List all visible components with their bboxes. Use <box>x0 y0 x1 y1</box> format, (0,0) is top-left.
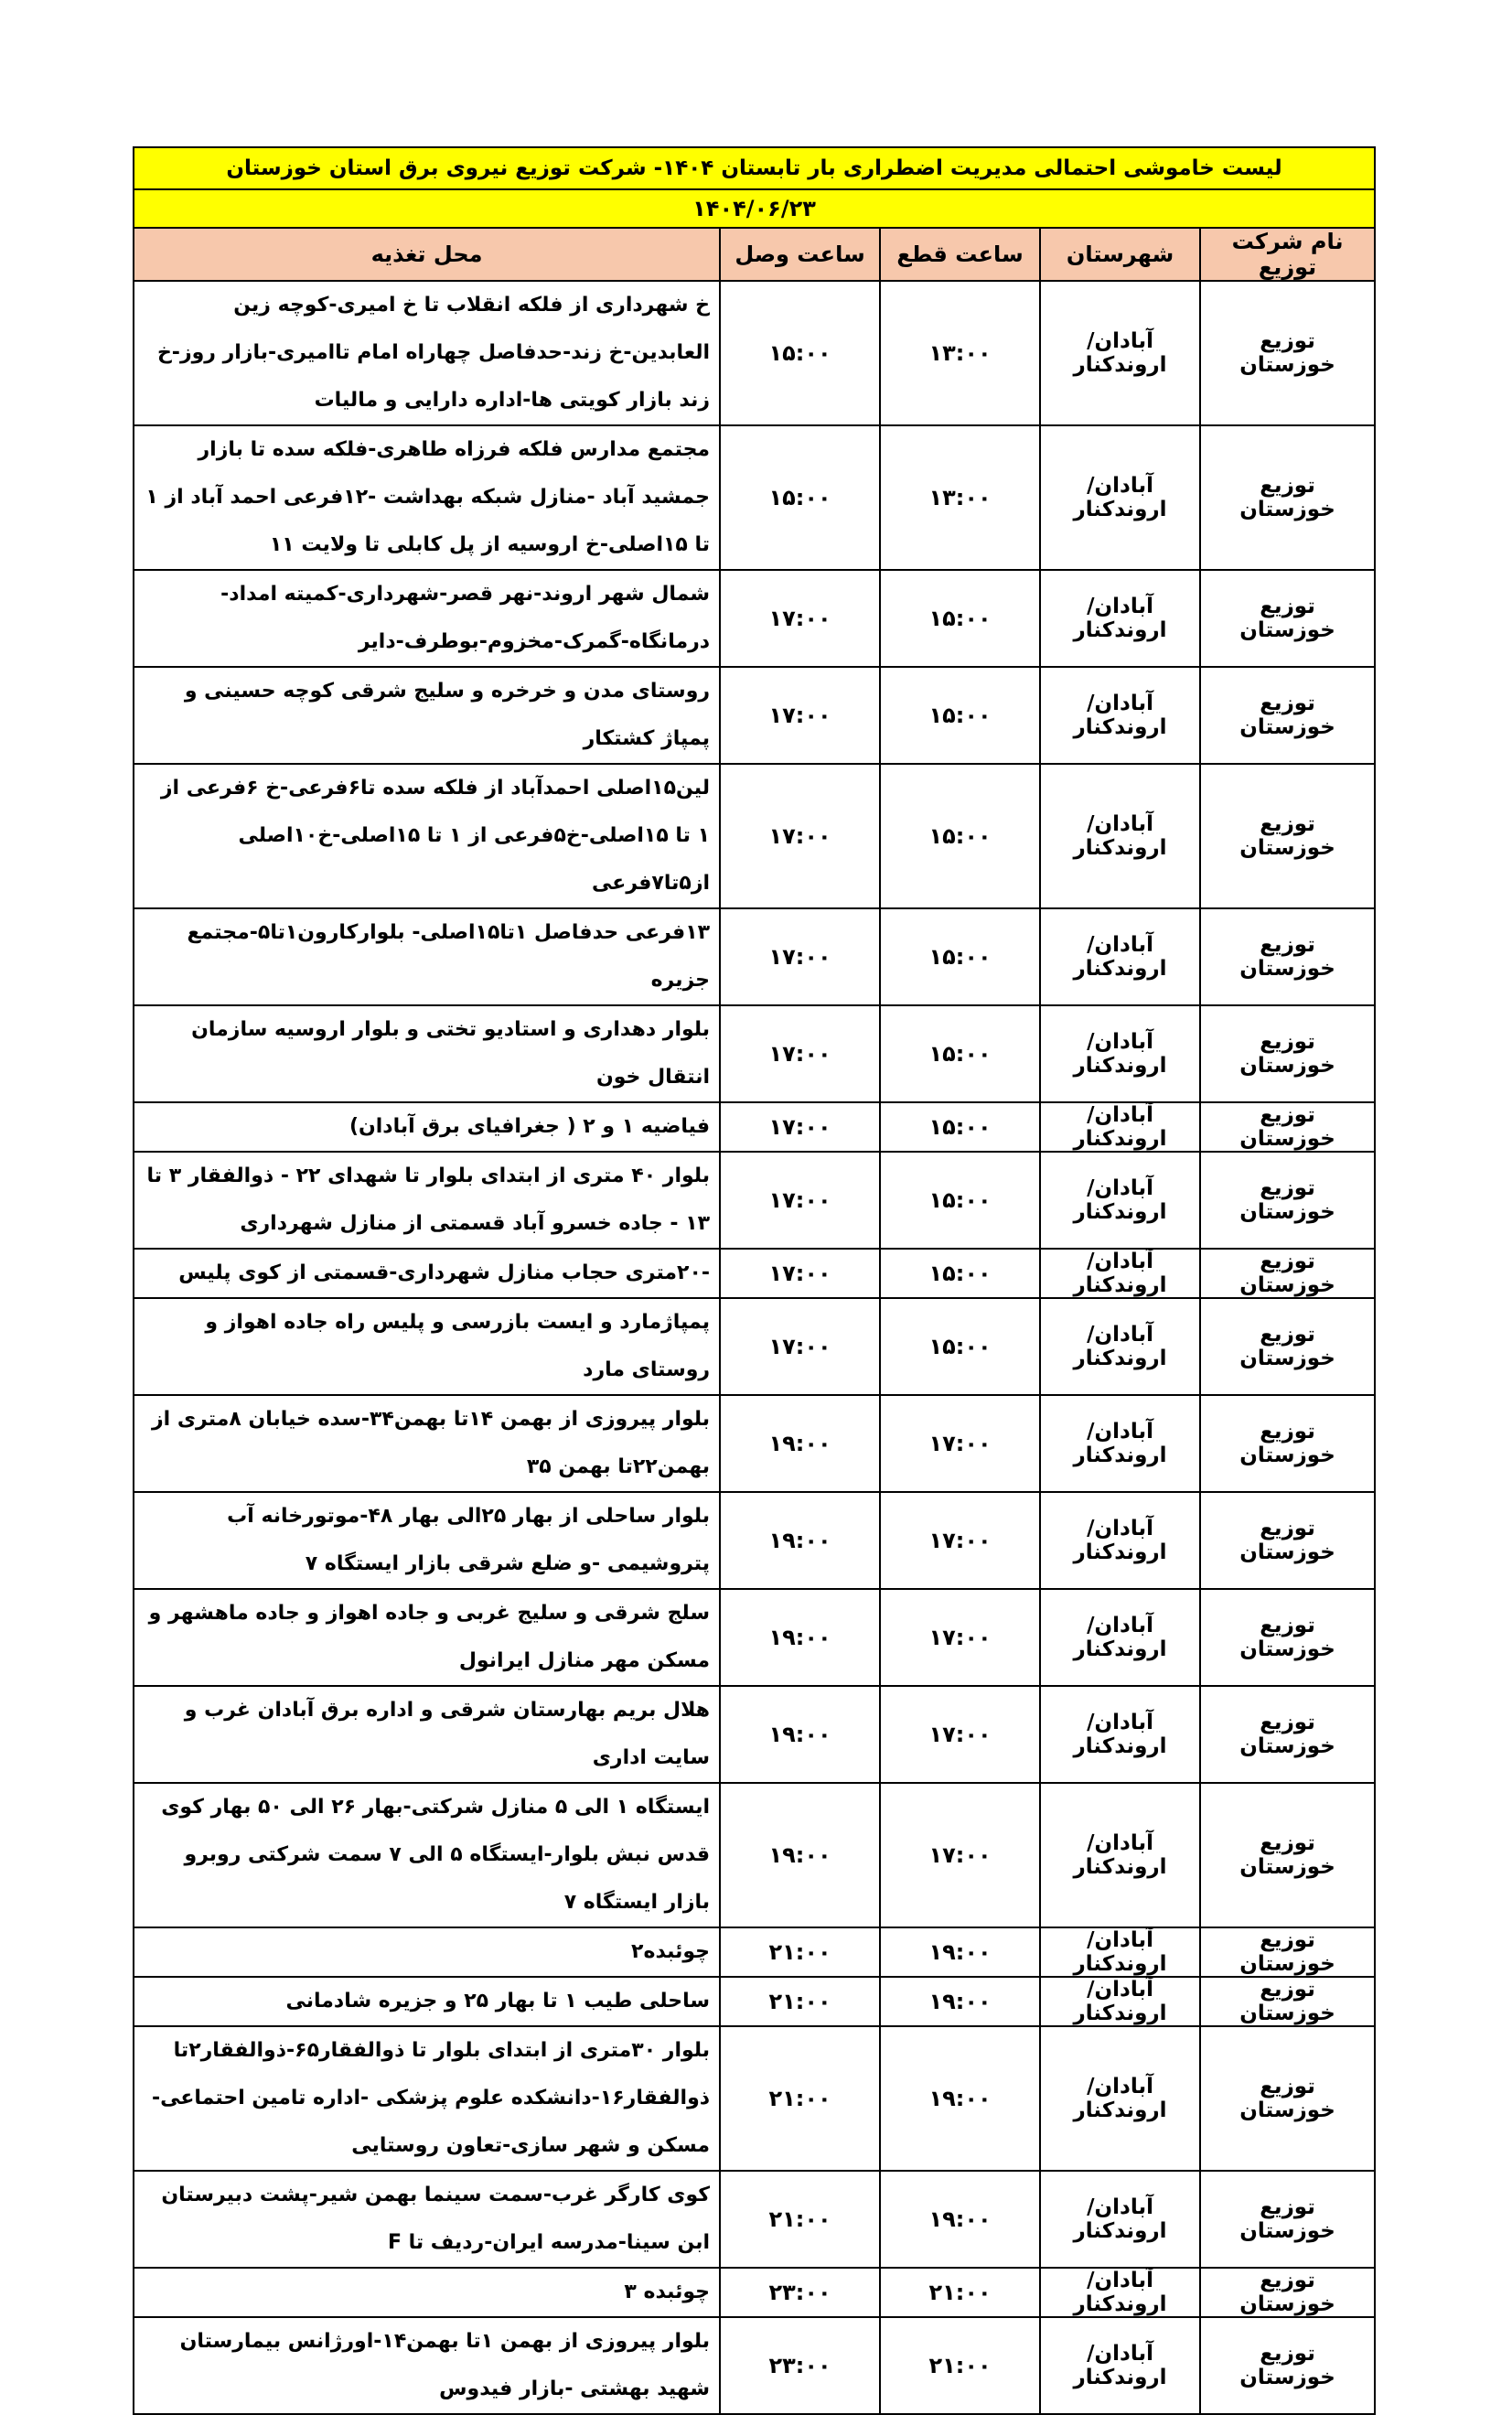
cell-cut-time: ۱۵:۰۰ <box>880 908 1040 1005</box>
table-row <box>134 1152 1375 1249</box>
table-row <box>134 908 1375 1005</box>
cell-company: توزیع خوزستان <box>1200 570 1375 667</box>
table-row <box>134 764 1375 908</box>
table-row <box>134 1005 1375 1102</box>
cell-cut-time: ۱۵:۰۰ <box>880 667 1040 764</box>
cell-company: توزیع خوزستان <box>1200 1783 1375 1927</box>
cell-connect-time: ۲۱:۰۰ <box>720 1977 880 2026</box>
cell-feeder: خ شهرداری از فلکه انقلاب تا خ امیری-کوچه زین العابدین-خ زند-حدفاصل چهاراه امام تاامیری-بازار روز-خ زند بازار کویتی ها-اداره دارایی و مالیات <box>134 281 720 425</box>
cell-cut-time: ۱۷:۰۰ <box>880 1686 1040 1783</box>
cell-cut-time: ۱۷:۰۰ <box>880 1395 1040 1492</box>
cell-feeder: پمپاژمارد و ایست بازرسی و پلیس راه جاده اهواز و روستای مارد <box>134 1298 720 1395</box>
cell-city: آبادان/اروندکنار <box>1040 1249 1200 1298</box>
table-row <box>134 2317 1375 2414</box>
cell-connect-time: ۱۷:۰۰ <box>720 1005 880 1102</box>
cell-city: آبادان/اروندکنار <box>1040 1783 1200 1927</box>
cell-company: توزیع خوزستان <box>1200 281 1375 425</box>
cell-company: توزیع خوزستان <box>1200 1152 1375 1249</box>
cell-feeder: فیاضیه ۱ و ۲ ( جغرافیای برق آبادان) <box>134 1102 720 1152</box>
cell-company: توزیع خوزستان <box>1200 1977 1375 2026</box>
cell-city: آبادان/اروندکنار <box>1040 1298 1200 1395</box>
cell-company: توزیع خوزستان <box>1200 425 1375 570</box>
cell-company: توزیع خوزستان <box>1200 2026 1375 2171</box>
cell-connect-time: ۱۷:۰۰ <box>720 1298 880 1395</box>
cell-feeder: بلوار ساحلی از بهار ۲۵الی بهار ۴۸-موتورخانه آب پتروشیمی -و ضلع شرقی بازار ایستگاه ۷ <box>134 1492 720 1589</box>
table-row <box>134 1927 1375 1977</box>
cell-cut-time: ۱۵:۰۰ <box>880 1152 1040 1249</box>
cell-city: آبادان/اروندکنار <box>1040 1686 1200 1783</box>
cell-city: آبادان/اروندکنار <box>1040 570 1200 667</box>
cell-feeder: بلوار پیروزی از بهمن ۱۴تا بهمن۳۴-سده خیابان ۸متری از بهمن۲۲تا بهمن ۳۵ <box>134 1395 720 1492</box>
cell-connect-time: ۲۱:۰۰ <box>720 1927 880 1977</box>
cell-connect-time: ۱۵:۰۰ <box>720 281 880 425</box>
cell-cut-time: ۱۳:۰۰ <box>880 281 1040 425</box>
cell-company: توزیع خوزستان <box>1200 1102 1375 1152</box>
column-header-company: نام شرکت توزیع <box>1200 228 1375 281</box>
column-header-cut-time: ساعت قطع <box>880 228 1040 281</box>
cell-cut-time: ۱۳:۰۰ <box>880 425 1040 570</box>
cell-connect-time: ۱۷:۰۰ <box>720 1249 880 1298</box>
cell-cut-time: ۲۱:۰۰ <box>880 2317 1040 2414</box>
table-row <box>134 1395 1375 1492</box>
table-row <box>134 1783 1375 1927</box>
cell-company: توزیع خوزستان <box>1200 2171 1375 2268</box>
cell-feeder: شمال شهر اروند-نهر قصر-شهرداری-کمیته امداد-درمانگاه-گمرک-مخزوم-بوطرف-دایر <box>134 570 720 667</box>
cell-cut-time: ۱۷:۰۰ <box>880 1589 1040 1686</box>
cell-cut-time: ۱۵:۰۰ <box>880 1249 1040 1298</box>
cell-company: توزیع خوزستان <box>1200 764 1375 908</box>
cell-cut-time: ۱۹:۰۰ <box>880 1927 1040 1977</box>
title-row <box>134 147 1375 189</box>
cell-feeder: بلوار ۳۰متری از ابتدای بلوار تا ذوالفقار۶۵-ذوالفقار۲تا ذوالفقار۱۶-دانشکده علوم پزشکی -اداره تامین احتماعی-مسکن و شهر سازی-تعاون روستایی <box>134 2026 720 2171</box>
cell-company: توزیع خوزستان <box>1200 2268 1375 2317</box>
cell-company: توزیع خوزستان <box>1200 1005 1375 1102</box>
table-row <box>134 1102 1375 1152</box>
cell-city: آبادان/اروندکنار <box>1040 1977 1200 2026</box>
cell-company: توزیع خوزستان <box>1200 1492 1375 1589</box>
cell-cut-time: ۱۹:۰۰ <box>880 2026 1040 2171</box>
table-row <box>134 1249 1375 1298</box>
cell-feeder: ساحلی طیب ۱ تا بهار ۲۵ و جزیره شادمانی <box>134 1977 720 2026</box>
cell-city: آبادان/اروندکنار <box>1040 667 1200 764</box>
date-row <box>134 189 1375 228</box>
cell-connect-time: ۲۱:۰۰ <box>720 2026 880 2171</box>
cell-feeder: سلج شرقی و سلیج غربی و جاده اهواز و جاده ماهشهر و مسکن مهر منازل ایرانول <box>134 1589 720 1686</box>
cell-connect-time: ۱۹:۰۰ <box>720 1686 880 1783</box>
cell-cut-time: ۱۹:۰۰ <box>880 2171 1040 2268</box>
cell-company: توزیع خوزستان <box>1200 1249 1375 1298</box>
cell-cut-time: ۱۷:۰۰ <box>880 1783 1040 1927</box>
cell-connect-time: ۲۳:۰۰ <box>720 2268 880 2317</box>
cell-city: آبادان/اروندکنار <box>1040 1927 1200 1977</box>
table-row <box>134 1589 1375 1686</box>
cell-feeder: بلوار ۴۰ متری از ابتدای بلوار تا شهدای ۲۲ - ذوالفقار ۳ تا ۱۳ - جاده خسرو آباد قسمتی از منازل شهرداری <box>134 1152 720 1249</box>
cell-connect-time: ۱۷:۰۰ <box>720 1152 880 1249</box>
cell-company: توزیع خوزستان <box>1200 2317 1375 2414</box>
cell-city: آبادان/اروندکنار <box>1040 1492 1200 1589</box>
column-header-city: شهرستان <box>1040 228 1200 281</box>
cell-city: آبادان/اروندکنار <box>1040 281 1200 425</box>
cell-city: آبادان/اروندکنار <box>1040 2268 1200 2317</box>
cell-feeder: ایستگاه ۱ الی ۵ منازل شرکتی-بهار ۲۶ الی ۵۰ بهار کوی قدس نبش بلوار-ایستگاه ۵ الی ۷ سمت شرکتی روبرو بازار ایستگاه ۷ <box>134 1783 720 1927</box>
cell-city: آبادان/اروندکنار <box>1040 425 1200 570</box>
cell-company: توزیع خوزستان <box>1200 1298 1375 1395</box>
table-row <box>134 570 1375 667</box>
cell-feeder: هلال بریم بهارستان شرقی و اداره برق آبادان غرب و سایت اداری <box>134 1686 720 1783</box>
column-header-connect-time: ساعت وصل <box>720 228 880 281</box>
table-row <box>134 281 1375 425</box>
cell-cut-time: ۱۹:۰۰ <box>880 1977 1040 2026</box>
cell-connect-time: ۲۱:۰۰ <box>720 2171 880 2268</box>
cell-city: آبادان/اروندکنار <box>1040 1395 1200 1492</box>
cell-company: توزیع خوزستان <box>1200 1686 1375 1783</box>
cell-connect-time: ۱۷:۰۰ <box>720 667 880 764</box>
cell-connect-time: ۱۹:۰۰ <box>720 1589 880 1686</box>
cell-company: توزیع خوزستان <box>1200 908 1375 1005</box>
cell-cut-time: ۱۷:۰۰ <box>880 1492 1040 1589</box>
cell-feeder: چوئبده۲ <box>134 1927 720 1977</box>
column-header-feeder: محل تغذیه <box>134 228 720 281</box>
table-row <box>134 425 1375 570</box>
cell-connect-time: ۱۷:۰۰ <box>720 908 880 1005</box>
cell-feeder: بلوار پیروزی از بهمن ۱تا بهمن۱۴-اورژانس بیمارستان شهید بهشتی -بازار فیدوس <box>134 2317 720 2414</box>
header-row <box>134 228 1375 281</box>
table-row <box>134 2026 1375 2171</box>
outage-table <box>133 146 1376 2415</box>
table-row <box>134 1977 1375 2026</box>
table-body <box>134 147 1375 2414</box>
table-row <box>134 1492 1375 1589</box>
cell-connect-time: ۱۵:۰۰ <box>720 425 880 570</box>
cell-feeder: ۱۳فرعی حدفاصل ۱تا۱۵اصلی- بلوارکارون۱تا۵-مجتمع جزیره <box>134 908 720 1005</box>
cell-city: آبادان/اروندکنار <box>1040 1005 1200 1102</box>
cell-connect-time: ۱۷:۰۰ <box>720 1102 880 1152</box>
cell-company: توزیع خوزستان <box>1200 1589 1375 1686</box>
cell-cut-time: ۱۵:۰۰ <box>880 1298 1040 1395</box>
cell-cut-time: ۱۵:۰۰ <box>880 764 1040 908</box>
cell-cut-time: ۱۵:۰۰ <box>880 570 1040 667</box>
cell-feeder: کوی کارگر غرب-سمت سینما بهمن شیر-پشت دبیرستان ابن سینا-مدرسه ایران-ردیف تا F <box>134 2171 720 2268</box>
cell-connect-time: ۲۳:۰۰ <box>720 2317 880 2414</box>
cell-company: توزیع خوزستان <box>1200 1927 1375 1977</box>
cell-company: توزیع خوزستان <box>1200 667 1375 764</box>
cell-city: آبادان/اروندکنار <box>1040 2317 1200 2414</box>
cell-city: آبادان/اروندکنار <box>1040 1102 1200 1152</box>
table-row <box>134 667 1375 764</box>
cell-cut-time: ۲۱:۰۰ <box>880 2268 1040 2317</box>
cell-city: آبادان/اروندکنار <box>1040 1152 1200 1249</box>
table-row <box>134 2268 1375 2317</box>
document-title: لیست خاموشی احتمالی مدیریت اضطراری بار تابستان ۱۴۰۴- شرکت توزیع نیروی برق استان خوزستان <box>134 147 1375 189</box>
cell-feeder: -۲۰متری حجاب منازل شهرداری-قسمتی از کوی پلیس <box>134 1249 720 1298</box>
cell-feeder: بلوار دهداری و استادیو تختی و بلوار اروسیه سازمان انتقال خون <box>134 1005 720 1102</box>
cell-city: آبادان/اروندکنار <box>1040 1589 1200 1686</box>
cell-company: توزیع خوزستان <box>1200 1395 1375 1492</box>
cell-connect-time: ۱۷:۰۰ <box>720 764 880 908</box>
cell-feeder: چوئبده ۳ <box>134 2268 720 2317</box>
cell-feeder: روستای مدن و خرخره و سلیج شرقی کوچه حسینی و پمپاژ کشتکار <box>134 667 720 764</box>
table-row <box>134 1686 1375 1783</box>
cell-cut-time: ۱۵:۰۰ <box>880 1005 1040 1102</box>
table-row <box>134 1298 1375 1395</box>
cell-feeder: مجتمع مدارس فلکه فرزاه طاهری-فلکه سده تا بازار جمشید آباد -منازل شبکه بهداشت -۱۲فرعی احمد آباد از ۱ تا ۱۵اصلی-خ اروسیه از پل کابلی تا ولایت ۱۱ <box>134 425 720 570</box>
cell-city: آبادان/اروندکنار <box>1040 764 1200 908</box>
cell-connect-time: ۱۹:۰۰ <box>720 1783 880 1927</box>
cell-city: آبادان/اروندکنار <box>1040 908 1200 1005</box>
cell-city: آبادان/اروندکنار <box>1040 2026 1200 2171</box>
table-row <box>134 2171 1375 2268</box>
cell-connect-time: ۱۹:۰۰ <box>720 1492 880 1589</box>
document-date: ۱۴۰۴/۰۶/۲۳ <box>134 189 1375 228</box>
cell-connect-time: ۱۷:۰۰ <box>720 570 880 667</box>
cell-city: آبادان/اروندکنار <box>1040 2171 1200 2268</box>
cell-feeder: لین۱۵اصلی احمدآباد از فلکه سده تا۶فرعی-خ ۶فرعی از ۱ تا ۱۵اصلی-خ۵فرعی از ۱ تا ۱۵اصلی-خ۱۰اصلی از۵تا۷فرعی <box>134 764 720 908</box>
cell-connect-time: ۱۹:۰۰ <box>720 1395 880 1492</box>
cell-cut-time: ۱۵:۰۰ <box>880 1102 1040 1152</box>
